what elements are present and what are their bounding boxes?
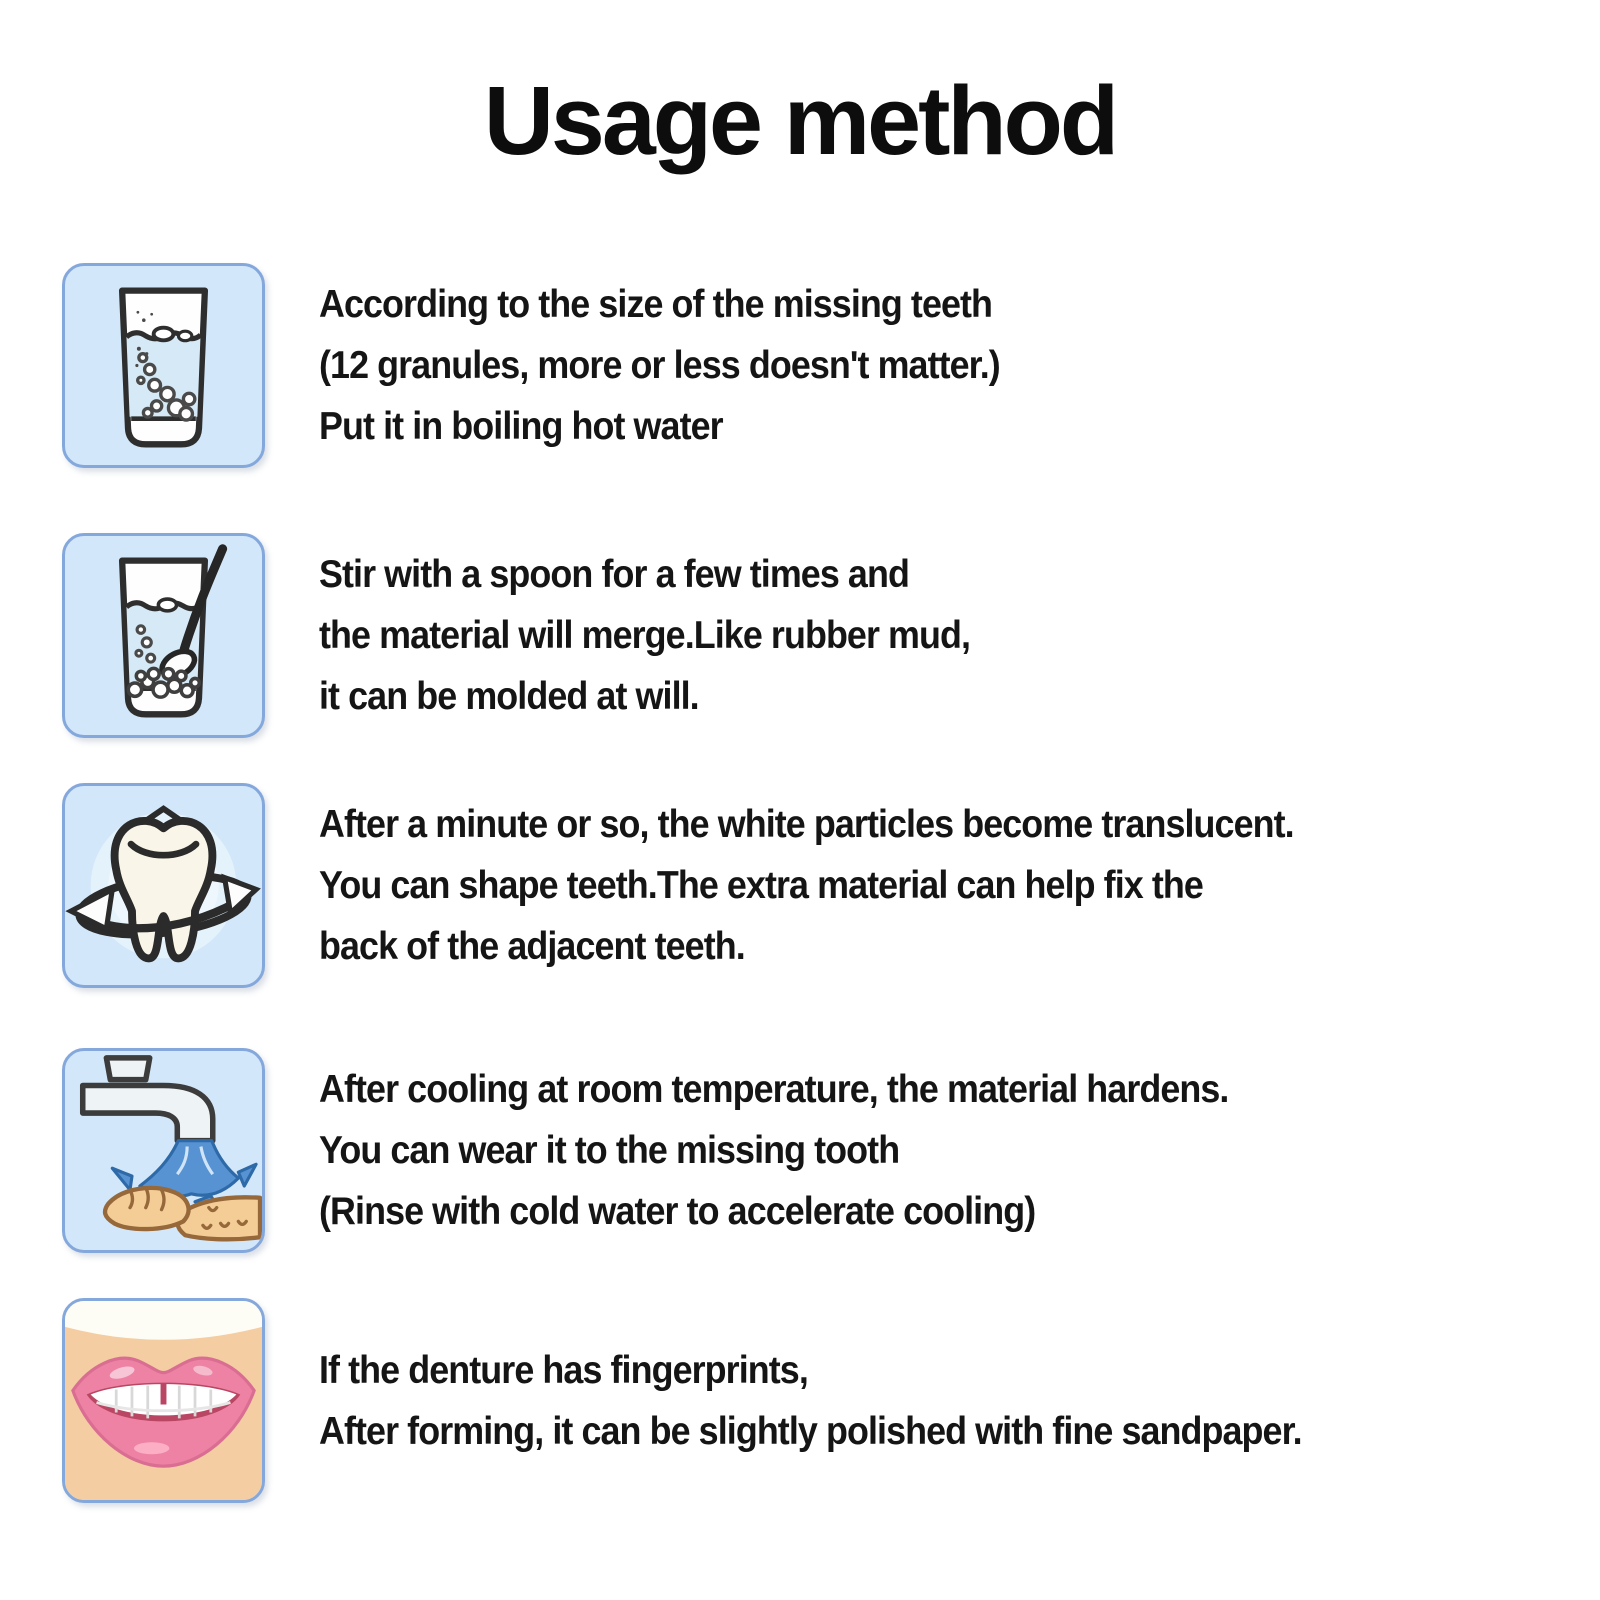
step-4-icon-box bbox=[62, 1048, 265, 1253]
step-5-line-1: If the denture has fingerprints, bbox=[319, 1348, 808, 1392]
step-2-text bbox=[319, 544, 970, 727]
step-3-line-3: back of the adjacent teeth. bbox=[319, 925, 745, 968]
step-2-line-2: the material will merge.Like rubber mud, bbox=[319, 614, 971, 657]
step-3-line-1: After a minute or so, the white particles become translucent. bbox=[319, 803, 1294, 846]
step-1-text bbox=[319, 274, 1000, 457]
step-1-line-2: (12 granules, more or less doesn't matter.) bbox=[319, 344, 1000, 387]
step-2-icon-box bbox=[62, 533, 265, 738]
step-3-line-2: You can shape teeth.The extra material can help fix the bbox=[319, 864, 1203, 907]
step-4-line-1: After cooling at room temperature, the material hardens. bbox=[319, 1068, 1229, 1111]
step-1-icon-box bbox=[62, 263, 265, 468]
step-1-line-1: According to the size of the missing teeth bbox=[319, 283, 993, 326]
step-5-text bbox=[319, 1340, 1302, 1462]
step-3-text bbox=[319, 794, 1294, 977]
step-2-line-1: Stir with a spoon for a few times and bbox=[319, 553, 909, 596]
step-1-line-3: Put it in boiling hot water bbox=[319, 405, 723, 448]
page-title: Usage method bbox=[483, 66, 1117, 175]
steps-list bbox=[0, 263, 1600, 1503]
step-row-5 bbox=[62, 1298, 1600, 1503]
step-5-icon-box bbox=[62, 1298, 265, 1503]
step-row-4 bbox=[62, 1048, 1600, 1253]
step-row-3 bbox=[62, 783, 1600, 988]
faucet-rinse-hands-icon bbox=[65, 1051, 262, 1250]
step-5-line-2: After forming, it can be slightly polished with fine sandpaper. bbox=[319, 1409, 1302, 1453]
step-3-icon-box bbox=[62, 783, 265, 988]
smiling-mouth-icon bbox=[65, 1301, 262, 1500]
step-4-line-2: You can wear it to the missing tooth bbox=[319, 1129, 900, 1172]
step-row-2 bbox=[62, 533, 1600, 738]
step-row-1 bbox=[62, 263, 1600, 468]
tooth-shaping-icon bbox=[65, 786, 262, 985]
step-4-line-3: (Rinse with cold water to accelerate cooling) bbox=[319, 1190, 1036, 1233]
step-2-line-3: it can be molded at will. bbox=[319, 675, 699, 718]
glass-stirred-with-spoon-icon bbox=[65, 536, 262, 735]
step-4-text bbox=[319, 1059, 1228, 1242]
water-glass-with-granules-icon bbox=[65, 266, 262, 465]
